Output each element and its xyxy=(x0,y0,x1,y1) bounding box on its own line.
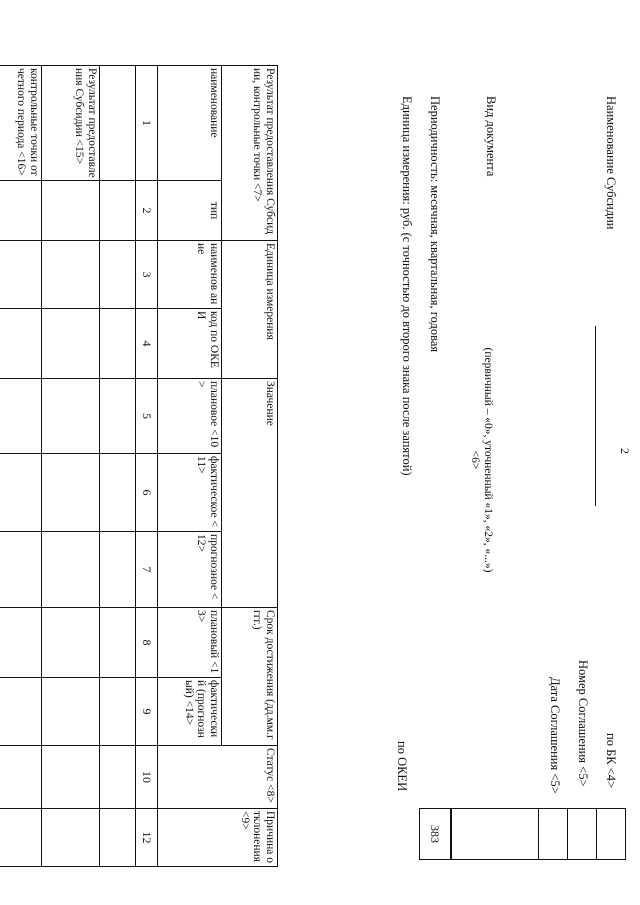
col-number-2: 2 xyxy=(136,181,158,241)
col-number-9: 9 xyxy=(136,678,158,746)
agreement-date-label: Дата Соглашения <5> xyxy=(548,677,562,794)
col-number-10: 10 xyxy=(136,746,158,809)
agreement-number-cell xyxy=(568,809,597,860)
okei-label: по ОКЕИ xyxy=(395,741,409,792)
table-cell xyxy=(100,379,136,454)
table-cell xyxy=(100,241,136,309)
agreement-number-label: Номер Соглашения <5> xyxy=(576,660,590,787)
col-number-6: 6 xyxy=(136,454,158,532)
table-cell xyxy=(100,309,136,379)
col-number-1: 1 xyxy=(136,66,158,181)
periodicity-label: Периодичность: месячная, квартальная, годовая xyxy=(428,96,442,353)
bk-label: по БК <4> xyxy=(604,733,618,789)
unit-label: Единица измерения: руб. (с точностью до второго знака после запятой) xyxy=(400,96,414,476)
col-number-12: 12 xyxy=(136,809,158,867)
table-cell xyxy=(0,678,42,746)
table-cell xyxy=(42,309,100,379)
col-number-3: 3 xyxy=(136,241,158,309)
table-cell xyxy=(42,608,100,678)
header-name: наименование xyxy=(158,66,222,181)
col-number-5: 5 xyxy=(136,379,158,454)
table-cell xyxy=(0,454,42,532)
agreement-date-cell xyxy=(539,809,568,860)
col-number-8: 8 xyxy=(136,608,158,678)
doc-type-cell xyxy=(451,809,539,860)
header-status: Статус <8> xyxy=(158,746,278,809)
bk-code-cell xyxy=(597,809,626,860)
table-cell xyxy=(100,181,136,241)
table-cell xyxy=(0,241,42,309)
row-empty-label xyxy=(100,66,136,181)
row-checkpoints-label: контрольные точки отчетного периода <16> xyxy=(0,66,42,181)
col-number-4: 4 xyxy=(136,309,158,379)
table-cell xyxy=(42,809,100,867)
header-unit-name: наименов ание xyxy=(158,241,222,309)
header-forecast: прогнозное <12> xyxy=(158,532,222,608)
doc-type-note xyxy=(468,270,494,650)
header-deadline: Срок достижения (дд.мм.гггг.) xyxy=(222,608,278,746)
page-number: 2 xyxy=(618,448,632,454)
doc-type-note-line1: (первичный – «0», уточненный «1», «2», «...») xyxy=(482,347,494,573)
subsidy-name-label: Наименование Субсидии xyxy=(604,96,618,230)
table-cell xyxy=(0,608,42,678)
header-unit-code: код по ОКЕИ xyxy=(158,309,222,379)
table-cell xyxy=(42,746,100,809)
table-cell xyxy=(42,181,100,241)
table-cell xyxy=(0,809,42,867)
header-reason: Причина отклонения <9> xyxy=(158,809,278,867)
codes-box xyxy=(419,808,626,860)
table-cell xyxy=(100,608,136,678)
col-number-7: 7 xyxy=(136,532,158,608)
table-cell xyxy=(0,309,42,379)
okei-cell: 383 xyxy=(420,809,452,860)
header-planned: плановое <10> xyxy=(158,379,222,454)
doc-type-note-line2: <6> xyxy=(469,450,481,470)
header-type: тип xyxy=(158,181,222,241)
subsidy-name-underline xyxy=(595,326,596,506)
table-cell xyxy=(42,454,100,532)
table-cell xyxy=(100,809,136,867)
table-cell xyxy=(42,532,100,608)
header-deadline-planned: плановый <13> xyxy=(158,608,222,678)
table-cell xyxy=(0,181,42,241)
table-cell xyxy=(100,454,136,532)
row-result-label: Результат предоставления Субсидии <15> xyxy=(42,66,100,181)
table-cell xyxy=(0,532,42,608)
table-cell xyxy=(42,379,100,454)
table-cell xyxy=(0,746,42,809)
table-cell xyxy=(100,746,136,809)
results-table xyxy=(0,65,278,867)
table-cell xyxy=(100,678,136,746)
header-value: Значение xyxy=(222,379,278,608)
table-cell xyxy=(42,678,100,746)
table-cell xyxy=(0,379,42,454)
table-cell xyxy=(42,241,100,309)
header-actual: фактическое <11> xyxy=(158,454,222,532)
doc-type-label: Вид документа xyxy=(484,96,498,177)
header-deadline-actual: фактический (прогнозный) <14> xyxy=(158,678,222,746)
header-unit: Единица измерения xyxy=(222,241,278,379)
header-result: Результат предоставления Субсидии, контрольные точки <7> xyxy=(222,66,278,241)
table-cell xyxy=(100,532,136,608)
